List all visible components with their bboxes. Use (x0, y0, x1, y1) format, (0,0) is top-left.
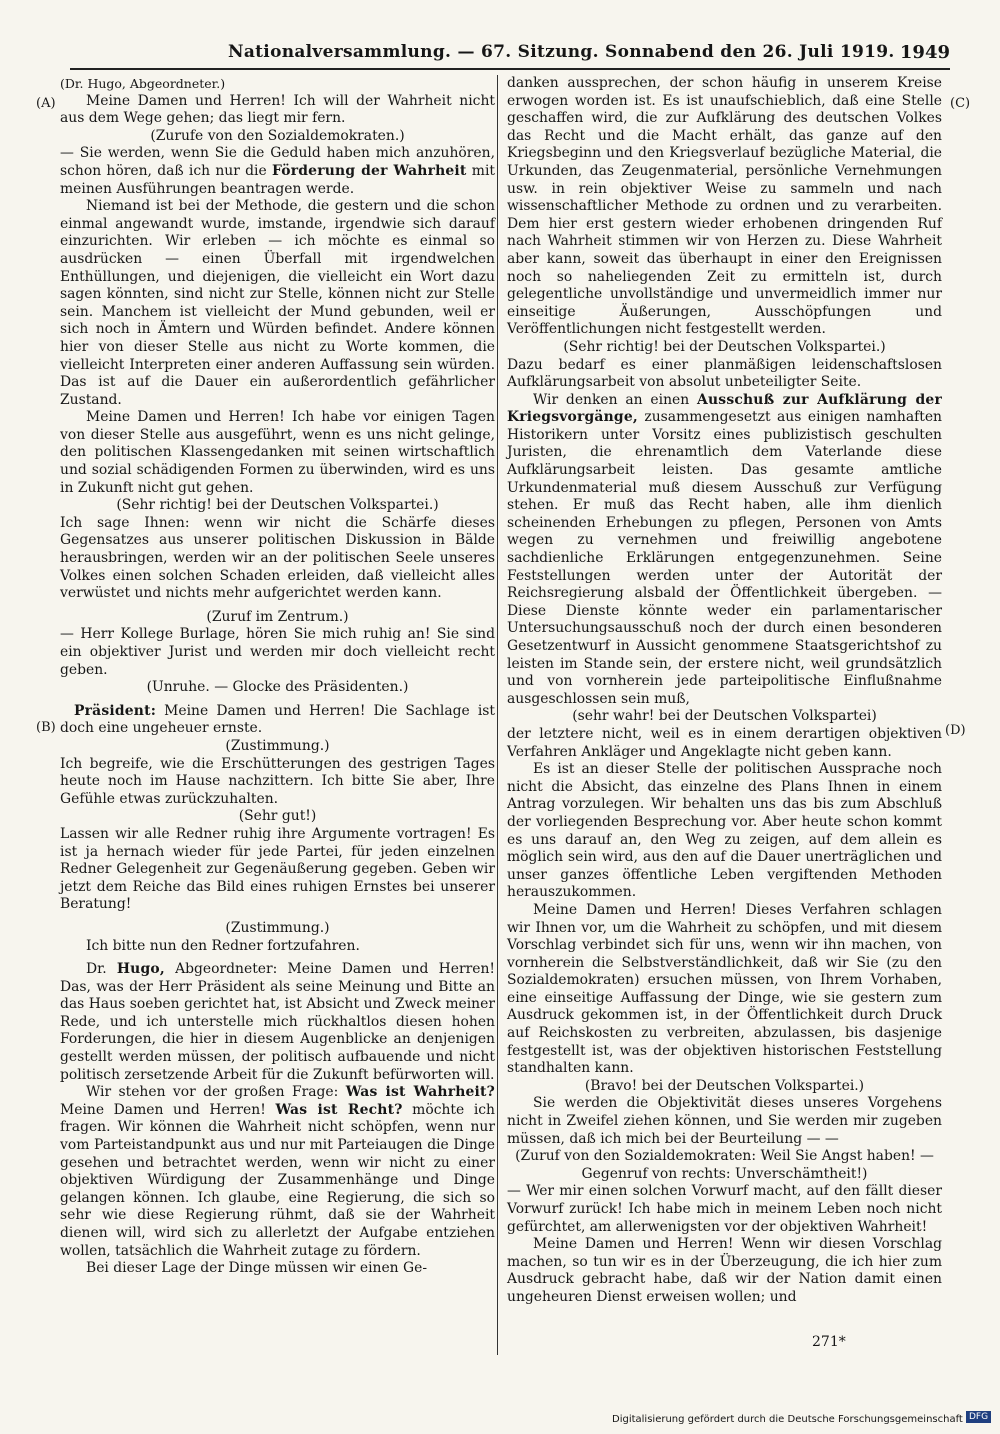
paragraph: Es ist an dieser Stelle der politischen Aussprache noch nicht die Absicht, das einzelne des Plans Ihnen in einem Antrag vorzulegen. Wir behalten uns das bis zum Abschluß der vorliegenden Besprechung vor. Aber heute schon kommt es uns darauf an, den Weg zu zeigen, auf dem allein es möglich sein wird, aus den auf die Dauer unerträglichen und unser ganzes öffentliche Leben vergiftenden Methoden herauszukommen. (507, 761, 942, 901)
interjection: (Zurufe von den Sozialdemokraten.) (150, 127, 405, 144)
paragraph: Wir stehen vor der großen Frage: Was ist Wahrheit? Meine Damen und Herren! Was ist Recht? möchte ich fragen. Wir können die Wahrheit nicht schöpfen, wenn nur vom Parteistandpunkt aus und nur mit Parteiaugen die Dinge gesehen und betrachtet werden, wenn wir nicht zu einer objektiven Würdigung der Zusammenhänge und Dinge gelangen können. Ich glaube, eine Regierung, die sich so sehr wie diese Regierung rühmt, daß sie der Wahrheit dienen will, wird sich zu allerletzt der Aufgabe entziehen wollen, tatsächlich die Wahrheit zutage zu fördern. (60, 1084, 496, 1259)
interjection: (Bravo! bei der Deutschen Volkspartei.) (584, 1077, 865, 1094)
paragraph: Meine Damen und Herren! Ich habe vor einigen Tagen von dieser Stelle aus ausgeführt, wenn es uns nicht gelinge, den politischen Klassengedanken mit seinen wirtschaftlich und sozial schädigenden Formen zu überwinden, wird es uns in Zukunft nicht gut gehen. (60, 409, 495, 496)
speaker-paragraph: Präsident: Meine Damen und Herren! Die Sachlage ist doch eine ungeheuer ernste. (60, 702, 496, 737)
interjection: (Sehr richtig! bei der Deutschen Volkspartei.) (563, 338, 886, 355)
interjection: (Zustimmung.) (225, 737, 330, 754)
paragraph: — Herr Kollege Burlage, hören Sie mich ruhig an! Sie sind ein objektiver Jurist und werden mir doch vielleicht recht geben. (60, 626, 495, 678)
paragraph: Ich bitte nun den Redner fortzufahren. (86, 937, 360, 954)
paragraph: Meine Damen und Herren! Dieses Verfahren schlagen wir Ihnen vor, um die Wahrheit zu schöpfen, und mit diesem Vorschlag verbindet sich für uns, wenn wir ihn machen, von vornherein die Selbstverständlichkeit, daß wir Sie (zu den Sozialdemokraten) ersuchen müssen, von Ihrem Vorhaben, eine einseitige Auffassung der Dinge, wie sie gestern zum Ausdruck gekommen ist, in der Öffentlichkeit durch Druck auf Reichskosten zu verbreiten, abzulassen, bis dasjenige festgestellt ist, was der objektiven historischen Feststellung standhalten kann. (507, 901, 942, 1077)
right-column (507, 75, 942, 1307)
interjection: (sehr wahr! bei der Deutschen Volkspartei) (572, 708, 877, 725)
margin-marker-d: (D) (945, 723, 966, 738)
paragraph: Lassen wir alle Redner ruhig ihre Argumente vortragen! Es ist ja hernach wieder für jede Partei, für jeden einzelnen Redner Gelegenheit zur Gegenäußerung gegeben. Geben wir jetzt dem Reiche das Bild eines ruhigen Ernstes bei unserer Beratung! (60, 825, 495, 913)
margin-marker-a: (A) (36, 96, 56, 111)
emphasis: Was ist Recht? (275, 1101, 403, 1118)
paragraph: Sie werden die Objektivität dieses unseres Vorgehens nicht in Zweifel ziehen können, und Sie werden mir zugeben müssen, daß ich mich bei der Beurteilung — — (507, 1095, 942, 1147)
paragraph: Wir denken an einen Ausschuß zur Aufklärung der Kriegsvorgänge, zusammengesetzt aus einigen namhaften Historikern unter Vorsitz eines publizistisch geschulten Juristen, die ehrenamtlich dem Vaterlande diese Aufklärungsarbeit leisten. Das gesamte amtliche Urkundenmaterial muß diesem Ausschuß zur Verfügung stehen. Er muß das Recht haben, alle ihm dienlich scheinenden Erhebungen zu pflegen, Personen von Amts wegen zu vernehmen und freiwillig angebotene sachdienliche Erklärungen entgegenzunehmen. Seine Feststellungen werden unter der Autorität der Reichsregierung alsbald der Öffentlichkeit übergeben. — Diese Dienste könnte weder ein parlamentarischer Untersuchungsausschuß noch der durch einen besonderen Gesetzentwurf in Aussicht genommene Staatsgerichtshof zu leisten im Stande sein, der erstere nicht, weil grundsätzlich und von vornherein jede parteipolitische Einflußnahme ausgeschlossen sein muß, (507, 391, 942, 707)
paragraph: Meine Damen und Herren! Wenn wir diesen Vorschlag machen, so tun wir es in der Überzeugung, die ich hier zum Ausdruck gebracht habe, daß wir der Nation damit einen ungeheuren Dienst erweisen wollen; und (507, 1236, 942, 1305)
page-number: 1949 (899, 42, 950, 63)
interjection: (Zustimmung.) (225, 919, 330, 936)
interjection: (Unruhe. — Glocke des Präsidenten.) (146, 679, 409, 696)
margin-marker-b: (B) (36, 720, 56, 735)
paragraph: — Wer mir einen solchen Vorwurf macht, auf den fällt dieser Vorwurf zurück! Ich habe mich in meinem Leben noch nicht gefürchtet, am allerwenigsten vor der objektiven Wahrheit! (507, 1183, 942, 1235)
emphasis: Ausschuß zur Aufklärung der Kriegsvorgänge, (507, 391, 942, 426)
paragraph: Niemand ist bei der Methode, die gestern und die schon einmal angewandt wurde, imstande, irgendwie sich darauf einzurichten. Wir erleben — ich möchte es einmal so ausdrücken — einen Überfall mit irgendwelchen Enthüllungen, und diejenigen, die vielleicht ein Wort dazu sagen könnten, sind nicht zur Stelle, können nicht zur Stelle sein. Manchem ist vielleicht der Mund gebunden, weil er sich noch in Ämtern und Würden befindet. Andere können hier von dieser Stelle aus nicht zu Worte kommen, die vielleicht Interpreten einer anderen Auffassung sein würden. Das ist auf die Dauer ein außerordentlich gefährlicher Zustand. (60, 198, 495, 408)
dfg-logo: DFG (966, 1411, 991, 1423)
paragraph: Ich begreife, wie die Erschütterungen des gestrigen Tages heute noch im Hause nachzittern. Ich bitte Sie aber, Ihre Gefühle etwas zurückzuhalten. (60, 755, 495, 807)
emphasis: Förderung der Wahrheit (271, 162, 467, 179)
digitization-credit: Digitalisierung gefördert durch die Deutsche Forschungsgemeinschaft (612, 1414, 963, 1425)
margin-marker-c: (C) (950, 96, 971, 111)
paragraph: Meine Damen und Herren! Ich will der Wahrheit nicht aus dem Wege gehen; das liegt mir fern. (60, 92, 495, 127)
paragraph: Bei dieser Lage der Dinge müssen wir einen Ge- (86, 1260, 428, 1277)
sheet-signature: 271* (812, 1334, 846, 1350)
interjection: (Sehr richtig! bei der Deutschen Volkspartei.) (116, 497, 439, 514)
column-divider (497, 75, 498, 1355)
paragraph: Ich sage Ihnen: wenn wir nicht die Schärfe dieses Gegensatzes aus unserer politischen Diskussion in Bälde herausbringen, werden wir an der politischen Seele unseres Volkes einen solchen Schaden erleiden, daß vielleicht alles verwüstet und nichts mehr aufgerichtet werden kann. (60, 514, 495, 602)
emphasis: Was ist Wahrheit? (345, 1084, 495, 1101)
header-rule (70, 68, 950, 70)
paragraph: der letztere nicht, weil es in einem derartigen objektiven Verfahren Ankläger und Angeklagte nicht geben kann. (507, 725, 942, 760)
page-header (70, 30, 950, 70)
paragraph: — Sie werden, wenn Sie die Geduld haben mich anzuhören, schon hören, daß ich nur die Förderung der Wahrheit mit meinen Ausführungen beantragen werde. (60, 145, 495, 197)
left-column (60, 75, 495, 1278)
speaker-note: (Dr. Hugo, Abgeordneter.) (60, 76, 226, 91)
interjection: (Sehr gut!) (238, 808, 317, 825)
speaker-name: Präsident: (74, 702, 157, 719)
page-title: Nationalversammlung. — 67. Sitzung. Sonnabend den 26. Juli 1919. (228, 42, 895, 62)
speaker-paragraph: Dr. Hugo, Abgeordneter: Meine Damen und Herren! Das, was der Herr Präsident als seine Meinung und Bitte an das Haus soeben gerichtet hat, ist Absicht und Zweck meiner Rede, und ich unterstelle mich rückhaltlos diesen hohen Forderungen, die hier in diesem Augenblicke an denjenigen gestellt werden müssen, der politisch aufbauende und nicht politisch zersetzende Arbeit für die Zukunft befürworten will. (60, 961, 495, 1083)
paragraph: Dazu bedarf es einer planmäßigen leidenschaftslosen Aufklärungsarbeit von absolut unbeteiligter Seite. (507, 356, 942, 391)
interjection: (Zuruf im Zentrum.) (206, 608, 349, 625)
interjection: (Zuruf von den Sozialdemokraten: Weil Sie Angst haben! — Gegenruf von rechts: Unverschämtheit!) (515, 1148, 934, 1182)
speaker-name: Hugo, (116, 961, 165, 978)
paragraph: danken aussprechen, der schon häufig in unserem Kreise erwogen worden ist. Es ist unaufschieblich, daß eine Stelle geschaffen wird, die zur Aufklärung des deutschen Volkes das Recht und die Macht erhält, das ganze auf den Kriegsbeginn und den Kriegsverlauf bezügliche Material, die Urkunden, das Zeugenmaterial, persönliche Vernehmungen usw. in rein objektiver Weise zu sammeln und nach wissenschaftlicher Methode zu ordnen und zu verarbeiten. Dem hier erst gestern wieder erhobenen dringenden Ruf nach Wahrheit stimmen wir von Herzen zu. Diese Wahrheit aber kann, soweit das überhaupt in einer den Ereignissen noch so naheliegenden Zeit zu ermitteln ist, durch gelegentliche unvollständige und unvermeidlich immer nur einseitige Äußerungen, Ausschöpfungen und Veröffentlichungen nicht festgestellt werden. (507, 75, 942, 338)
